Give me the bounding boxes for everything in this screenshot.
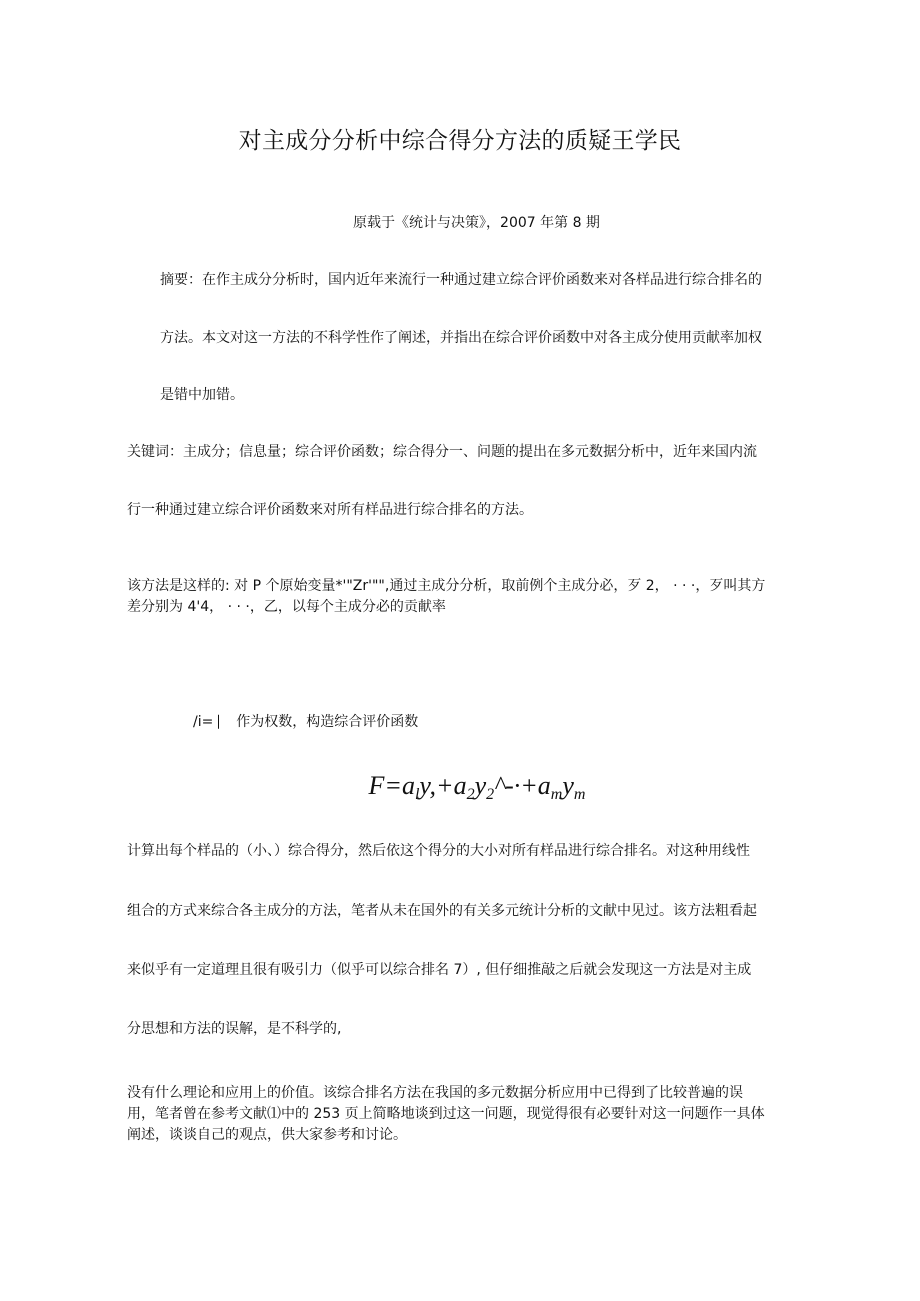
abstract-line-3: 是错中加错。 [160,387,244,403]
formula-a2-sub: 2 [466,786,475,803]
source-line: 原载于《统计与决策》，2007 年第 8 期 [353,215,600,231]
composite-score-formula [0,768,920,804]
formula-y2: y [474,771,487,800]
calc-line-1: 计算出每个样品的（小、）综合得分，然后依这个得分的大小对所有样品进行综合排名。对这种用线性 [127,843,750,859]
abstract-line-1: 摘要：在作主成分分析时，国内近年来流行一种通过建立综合评价函数来对各样品进行综合排名的 [160,272,762,288]
article-title: 对主成分分析中综合得分方法的质疑王学民 [238,128,682,154]
formula-y2-sub: 2 [486,786,495,803]
method-line-2: 差分别为 4'4， · · ·，乙，以每个主成分必的贡献率 [127,599,446,615]
formula-y1: y, [419,771,437,800]
final-line-3: 阐述，谈谈自己的观点，供大家参考和讨论。 [127,1127,407,1143]
keywords-line-1: 关键词：主成分；信息量；综合评价函数；综合得分一、问题的提出在多元数据分析中，近年来国内流 [127,444,757,460]
formula-am-sub: m [550,786,563,803]
method-line-1: 该方法是这样的: 对 P 个原始变量*'"Zr'"",通过主成分分析，取前例个主成分必，歹 2， · · ·，歹叫其方 [127,578,766,594]
final-line-2: 用，笔者曾在参考文献⑴中的 253 页上简略地谈到过这一问题，现觉得很有必要针对这一问题作一具体 [127,1106,765,1122]
weight-line: /i= ⎸ 作为权数，构造综合评价函数 [193,714,419,730]
formula-am: a [537,771,551,800]
final-line-1: 没有什么理论和应用上的价值。该综合排名方法在我国的多元数据分析应用中已得到了比较普遍的误 [127,1085,743,1101]
keywords-line-2: 行一种通过建立综合评价函数来对所有样品进行综合排名的方法。 [127,502,533,518]
formula-a1: a [401,771,415,800]
calc-line-3: 来似乎有一定道理且很有吸引力（似乎可以综合排名 7）, 但仔细推敲之后就会发现这一方法是对主成 [127,962,752,978]
formula-a1-sub: l [414,786,420,803]
formula-mid: ^-·+ [494,771,538,800]
formula-eq: = [384,771,402,800]
formula-ym-sub: m [573,786,586,803]
calc-line-2: 组合的方式来综合各主成分的方法，笔者从未在国外的有关多元统计分析的文献中见过。该方法粗看起 [127,903,757,919]
abstract-line-2: 方法。本文对这一方法的不科学性作了阐述，并指出在综合评价函数中对各主成分使用贡献率加权 [160,330,762,346]
formula-plus1: + [436,771,454,800]
calc-line-4: 分思想和方法的误解，是不科学的, [127,1021,342,1037]
formula-ym: y [562,771,574,800]
formula-f: F [368,771,385,800]
formula-a2: a [453,771,467,800]
